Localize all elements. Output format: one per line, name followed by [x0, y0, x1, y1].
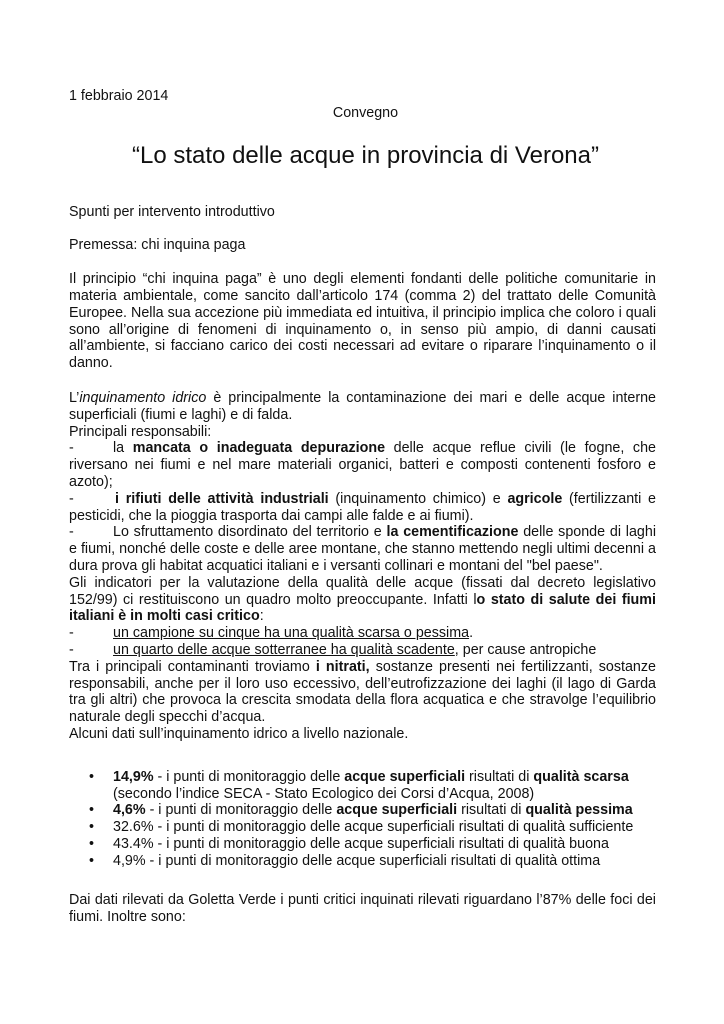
document-page [69, 88, 656, 926]
bullet-icon: • [89, 835, 95, 852]
intro-subtitle: Spunti per intervento introduttivo [69, 203, 275, 220]
definition-paragraph: L’inquinamento idrico è principalmente la contaminazione dei mari e delle acque interne superficiali (fiumi e laghi) e di falda. [69, 389, 657, 423]
stat-item-1: - un campione su cinque ha una qualità scarsa o pessima. [69, 625, 474, 642]
stat-item-2: - un quarto delle acque sotterranee ha qualità scadente, per cause antropiche [69, 641, 597, 658]
premise-heading: Premessa: chi inquina paga [69, 237, 246, 254]
responsible-item-1: - la mancata o inadeguata depurazione delle acque reflue civili (le fogne, che riversano nei fiumi e nel mare materiali organici, batteri e composti contenenti fosforo e azoto); [69, 440, 656, 490]
indicators-paragraph: Gli indicatori per la valutazione della qualità delle acque (fissati dal decreto legislativo 152/99) ci restituiscono un quadro molto preoccupante. Infatti lo stato di salute dei fiumi italiani è in molti casi critico: [69, 574, 656, 625]
event-label: Convegno [332, 104, 399, 121]
document-title: “Lo stato delle acque in provincia di Verona” [132, 141, 599, 169]
bullet-icon: • [89, 852, 95, 869]
responsible-item-3: - Lo sfruttamento disordinato del territorio e la cementificazione delle sponde di laghi e fiumi, nonché delle coste e delle aree montane, che stanno mettendo negli ultimi decenni a dura prova gli habitat acquatici italiani e i versanti collinari e montani del "bel paese". [69, 524, 656, 574]
closing-paragraph: Dai dati rilevati da Goletta Verde i punti critici inquinati rilevati riguardano l’87% delle foci dei fiumi. Inoltre sono: [69, 892, 656, 926]
list-item: • 4,6% - i punti di monitoraggio delle acque superficiali risultati di qualità pessima [89, 802, 633, 819]
responsible-label: Principali responsabili: [69, 423, 212, 440]
nitrates-paragraph: Tra i principali contaminanti troviamo i nitrati, sostanze presenti nei fertilizzanti, sostanze responsabili, anche per il loro uso eccessivo, dell’eutrofizzazione dei laghi (il lago di Garda tra gli altri) che provoca la crescita smodata della flora acquatica e che stravolge l’equilibrio naturale degli specchi d’acqua. [69, 658, 656, 726]
list-item: • 14,9% - i punti di monitoraggio delle acque superficiali risultati di qualità scarsa (secondo l’indice SECA - Stato Ecologico dei Corsi d’Acqua, 2008) [89, 768, 629, 802]
list-item: • 4,9% - i punti di monitoraggio delle acque superficiali risultati di qualità ottima [89, 852, 601, 869]
bullet-icon: • [89, 819, 95, 836]
bullet-icon: • [89, 802, 95, 819]
list-item: • 32.6% - i punti di monitoraggio delle acque superficiali risultati di qualità sufficiente [89, 819, 634, 836]
intro-paragraph: Il principio “chi inquina paga” è uno degli elementi fondanti delle politiche comunitarie in materia ambientale, come sancito dall’articolo 174 (comma 2) del trattato delle Comunità Europee. Nella sua accezione più immediata ed intuitiva, il principio implica che coloro i quali sono all’origine di fenomeni di inquinamento o, in senso più ampio, di danni causati all’ambiente, si facciano carico dei costi necessari ad evitare o riparare l’inquinamento o il danno. [69, 271, 656, 372]
list-item: • 43.4% - i punti di monitoraggio delle acque superficiali risultati di qualità buona [89, 835, 609, 852]
responsible-item-2: - i rifiuti delle attività industriali (inquinamento chimico) e agricole (fertilizzanti e pesticidi, che la pioggia trasporta dai campi alle falde e ai fiumi). [69, 490, 656, 524]
statistics-list [69, 769, 656, 870]
document-date: 1 febbraio 2014 [69, 88, 169, 104]
bullet-icon: • [89, 768, 95, 785]
national-data-label: Alcuni dati sull’inquinamento idrico a livello nazionale. [69, 725, 409, 742]
